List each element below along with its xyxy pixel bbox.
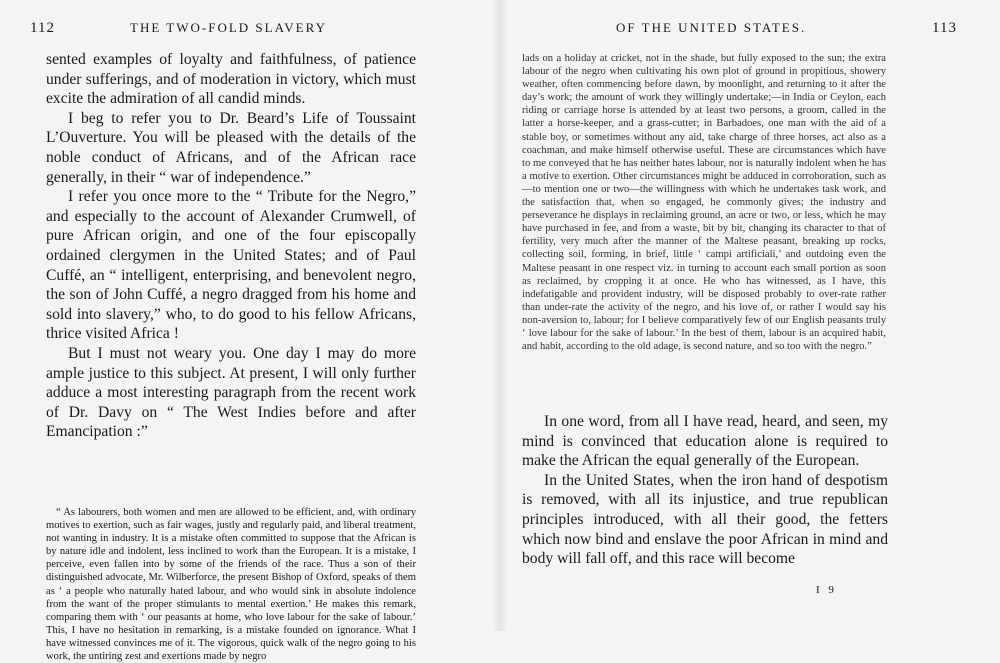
right-page-number: 113: [932, 20, 957, 36]
right-paragraph: In the United States, when the iron hand of despotism is removed, with all its injustice, and true republican principles introduced, with all their good, the fetters which now bind and enslave the poor African in mind and body will fall off, and this race will become: [522, 471, 888, 568]
left-page-number: 112: [30, 20, 55, 36]
right-body-text: [522, 412, 888, 569]
right-page: [500, 0, 1000, 631]
left-body-text: [46, 50, 416, 442]
right-quote-text: lads on a holiday at cricket, not in the shade, but fully exposed to the sun; the extra labour of the negro when cultivating his own plot of ground in propitious, showery weather, often commencing before dawn, by moonlight, and returning to it after the day’s work; the amount of work they willingly undertake;—in India or Ceylon, each riding or carriage horse is attended by at least two persons, a groom, called in the latter a horse-keeper, and a grass-cutter; in Barbadoes, one man with the aid of a stable boy, or sometimes without any aid, take charge of three horses, act also as a coachman, and make himself otherwise useful. These are circumstances which have to me conveyed that he has neither hates labour, nor is naturally indolent when he has a motive to exertion. Other circumstances might be adduced in corroboration, such as—to mention one or two—the willingness with which he undertakes task work, and the satisfaction that, when so engaged, he commonly gives; the industry and perseverance he displays in reclaiming ground, an acre or two, or less, which he may have purchased in fee, and from a waste, bit by bit, changing its character to that of fertility, very much after the manner of the Maltese peasant, breaking up rocks, collecting soil, forming, in brief, little ‘ campi artificiali,’ and outdoing even the Maltese peasant in one respect viz. in turning to account each small portion as soon as reclaimed, by cropping it at once. He who has witnessed, as I have, this indefatigable and provident industry, will be disposed probably to over-rate rather than under-rate the activity of the negro, and his love of, or rather I would say his non-aversion to, labour; for I believe comparatively few of our English peasants truly ‘ love labour for the sake of labour.’ In the best of them, labour is an acquired habit, and habit, according to the old adage, is second nature, and so too with the negro.”: [522, 53, 886, 353]
catchword: I 9: [816, 584, 837, 596]
right-block-quote: [522, 52, 886, 353]
left-paragraph: I beg to refer you to Dr. Beard’s Life of Toussaint L’Ouverture. You will be pleased with the details of the noble conduct of Africans, and of the African race generally, in their “ war of independence.”: [46, 109, 416, 186]
left-paragraph: sented examples of loyalty and faithfulness, of patience under sufferings, and of moderation in victory, which must excite the admiration of all candid minds.: [46, 51, 416, 108]
right-paragraph: In one word, from all I have read, heard, and seen, my mind is convinced that education alone is required to make the African the equal generally of the European.: [522, 413, 888, 470]
left-quote-text: “ As labourers, both women and men are allowed to be efficient, and, with ordinary motives to exertion, such as fair wages, justly and regularly paid, and liberal treatment, not wanting in industry. It is a mistake often committed to suppose that the African is by nature idle and indolent, less inclined to work than the European. It is a mistake, I perceive, even fallen into by some of the friends of the race. Thus a son of their distinguished advocate, Mr. Wilberforce, the present Bishop of Oxford, speaks of them as ‘ a people who naturally hated labour, and who would sink in absolute indolence from the want of the proper stimulants to mental exertion.’ He makes this remark, comparing them with ‘ our peasants at home, who love labour for the sake of labour.’ This, I have no hesitation in remarking, is a mistake founded on ignorance. What I have witnessed convinces me of it. The vigorous, quick walk of the negro going to his work, the untiring zest and exertions made by negro: [46, 507, 416, 663]
right-running-head: OF THE UNITED STATES.: [616, 20, 807, 35]
left-block-quote: [46, 506, 416, 663]
left-paragraph: But I must not weary you. One day I may do more ample justice to this subject. At present, I will only further adduce a most interesting paragraph from the recent work of Dr. Davy on “ The West Indies before and after Emancipation :”: [46, 344, 416, 441]
left-paragraph: I refer you once more to the “ Tribute for the Negro,” and especially to the account of Alexander Crumwell, of pure African origin, and one of the four episcopally ordained clergymen in the United States; and of Paul Cuffé, an “ intelligent, enterprising, and benevolent negro, the son of John Cuffé, a negro dragged from his home and sold into slavery,” who, to do good to his fellow Africans, thrice visited Africa !: [46, 188, 416, 343]
left-running-head: THE TWO-FOLD SLAVERY: [130, 20, 327, 35]
